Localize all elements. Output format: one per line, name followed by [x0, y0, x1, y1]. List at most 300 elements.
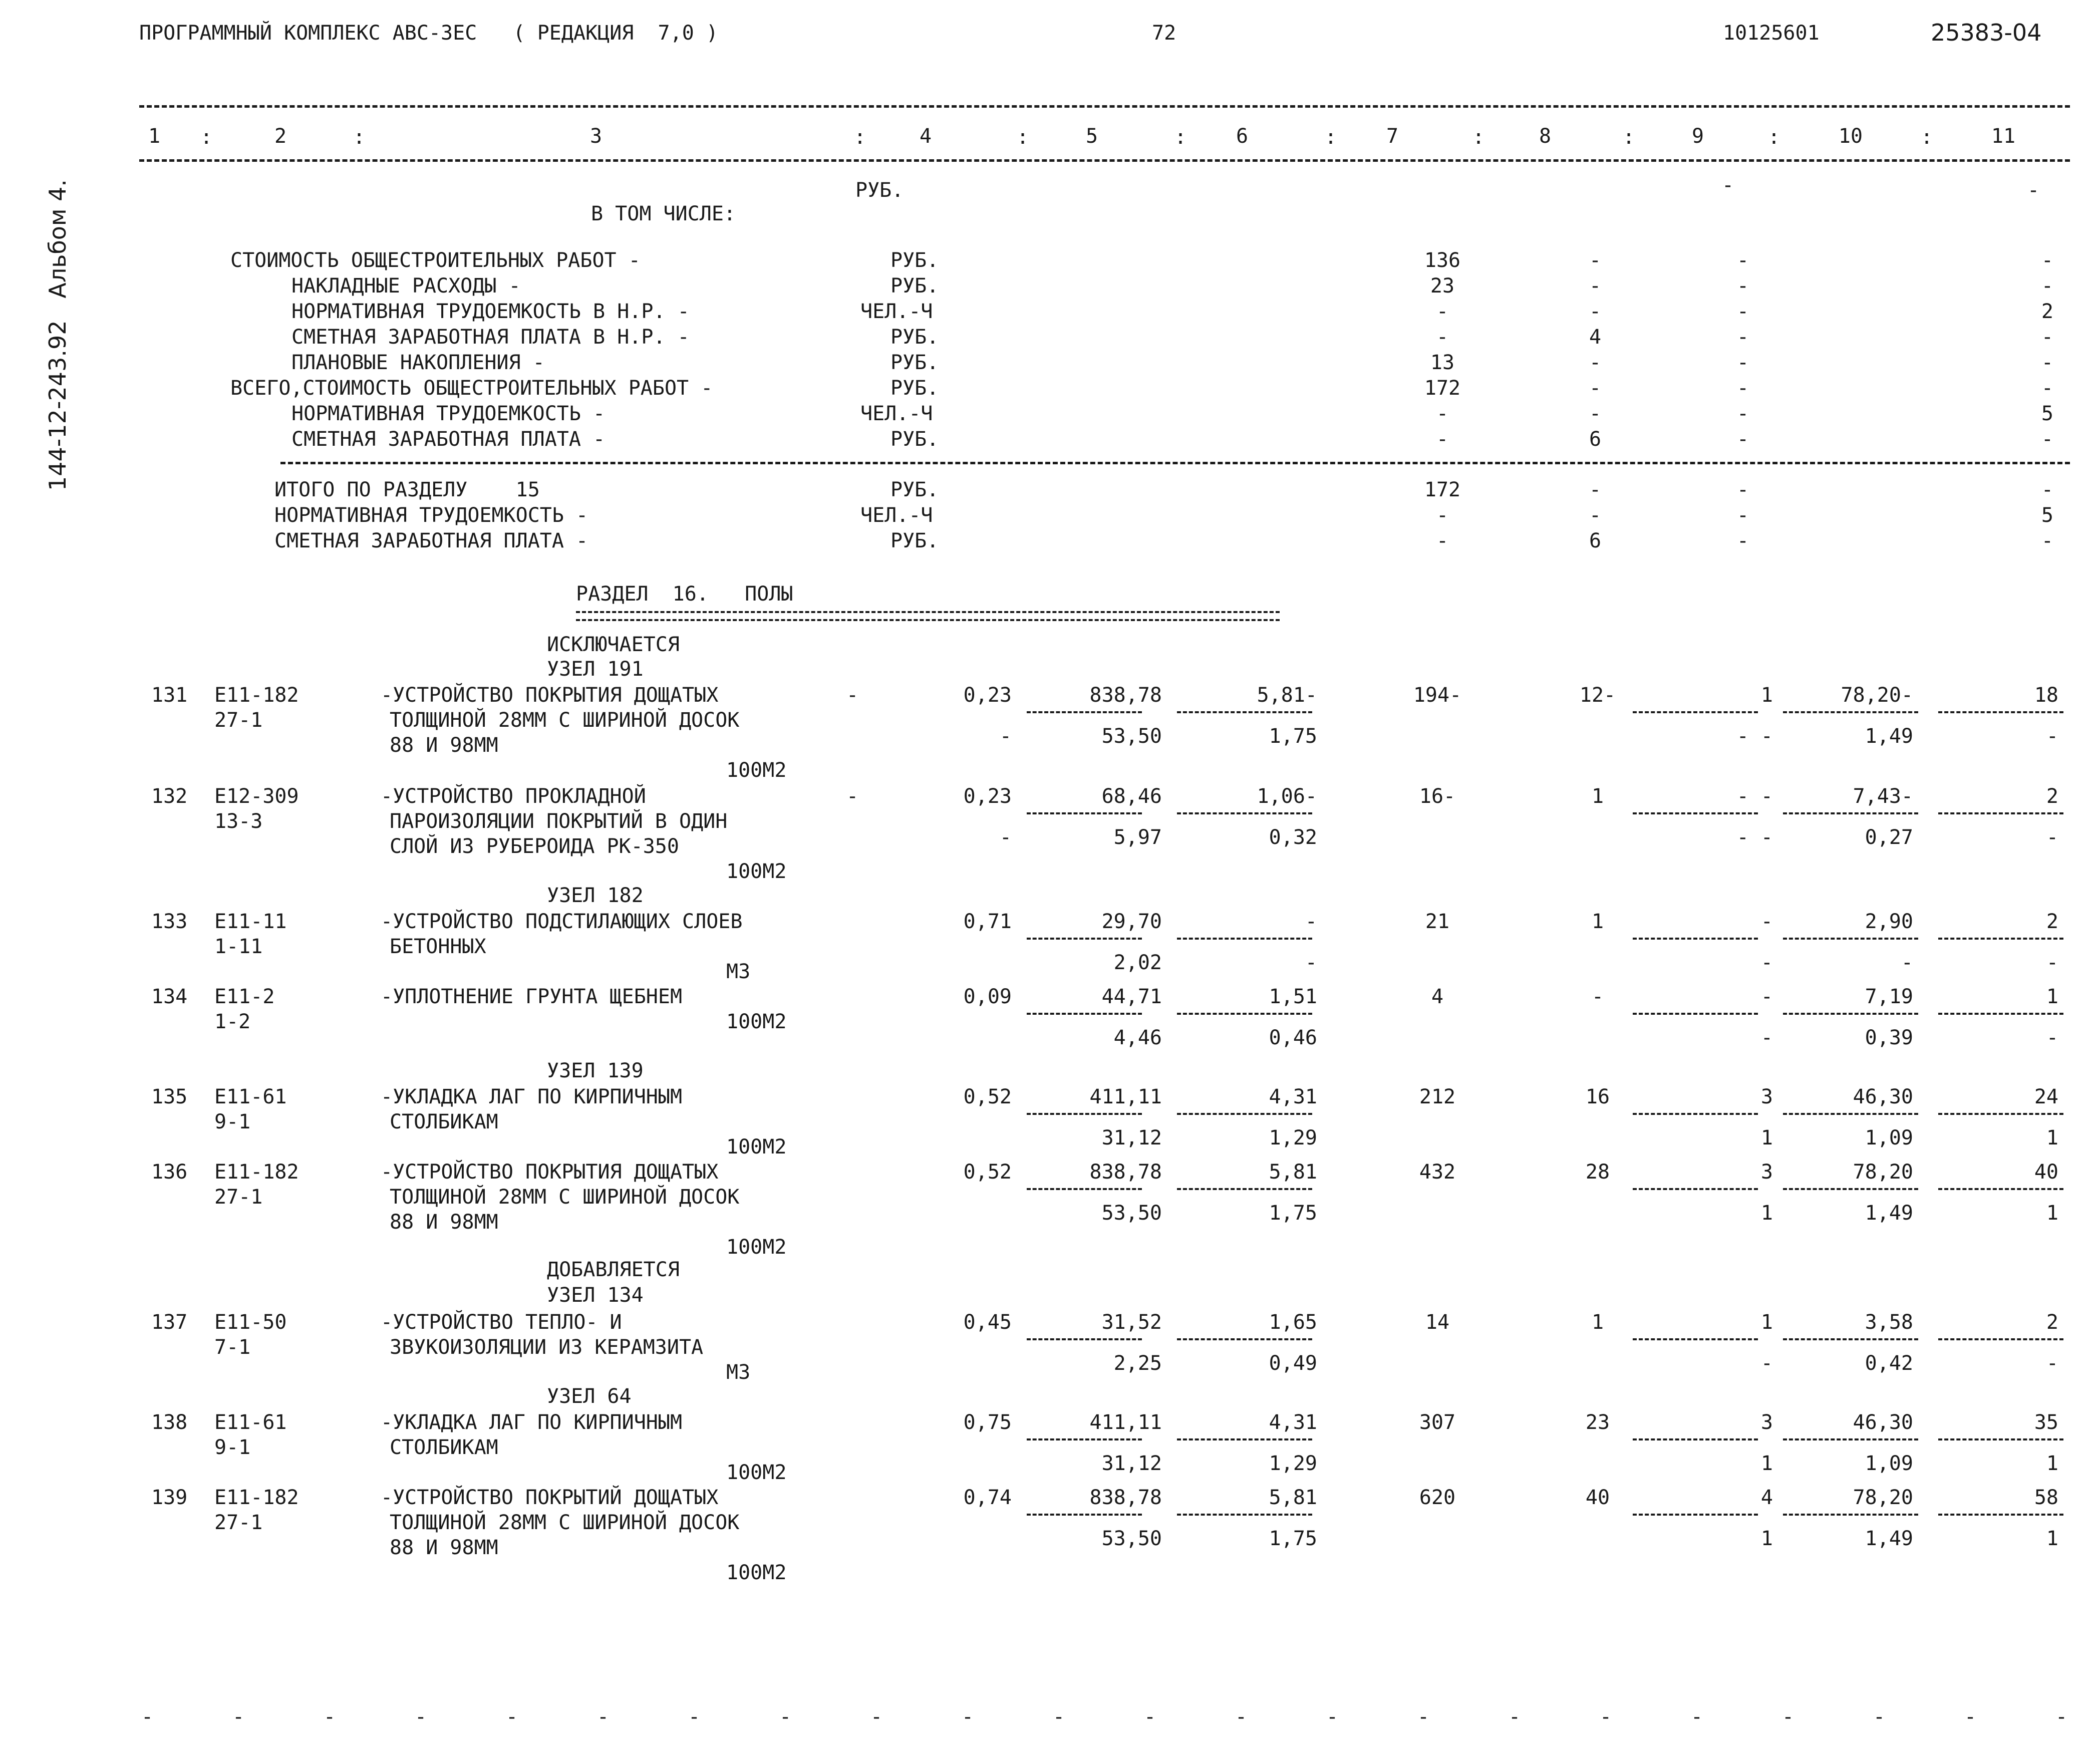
item-price-salary: 1,65 — [1269, 1311, 1317, 1334]
item-sub-code: 9-1 — [214, 1110, 251, 1133]
item-col11-labor: 1 — [2046, 1202, 2058, 1225]
item-col10-labor: 0,27 — [1865, 826, 1913, 849]
bottom-tick: - — [1600, 1705, 1612, 1728]
item-col9: - — [1760, 910, 1773, 933]
column-separator: : — [200, 126, 213, 149]
item-rule — [1027, 1113, 1142, 1115]
item-description: СТОЛБИКАМ — [390, 1110, 498, 1133]
item-rule — [1938, 1438, 2063, 1440]
item-rule — [1938, 1338, 2063, 1340]
summary-col9: - — [1736, 351, 1749, 374]
excluded-heading: ИСКЛЮЧАЕТСЯ — [547, 633, 680, 656]
item-price-labor-salary: - — [1305, 951, 1317, 974]
item-col11: 2 — [2046, 1311, 2058, 1334]
summary-col7: - — [1436, 504, 1449, 527]
bottom-tick: - — [506, 1705, 518, 1728]
item-col10: 7,19 — [1865, 985, 1913, 1008]
item-description: -УСТРОЙСТВО ПРОКЛАДНОЙ — [381, 785, 646, 808]
summary-col11: - — [2041, 351, 2053, 374]
item-col11: 58 — [2034, 1486, 2058, 1509]
item-col10-labor: 0,39 — [1865, 1026, 1913, 1049]
summary-col11: - — [2041, 377, 2053, 400]
summary-col7: - — [1436, 428, 1449, 451]
item-unit: М3 — [726, 1361, 751, 1384]
item-rule — [1633, 1013, 1758, 1015]
item-rule — [1177, 711, 1312, 713]
item-col9: - — [1760, 985, 1773, 1008]
item-rule — [1633, 1338, 1758, 1340]
item-col9-labor: - — [1760, 951, 1773, 974]
section16-double-rule — [576, 611, 1280, 621]
item-col10: 78,20- — [1841, 684, 1913, 707]
item-cost-total: 194- — [1413, 684, 1462, 707]
bottom-tick: - — [1053, 1705, 1065, 1728]
item-col10-labor: - — [1901, 951, 1913, 974]
bottom-tick: - — [962, 1705, 974, 1728]
item-rule — [1177, 1338, 1312, 1340]
header-bottom-rule — [139, 159, 2070, 162]
column-number: 4 — [919, 125, 932, 148]
item-cost-salary: 1 — [1591, 910, 1604, 933]
item-col11-labor: - — [2046, 1352, 2058, 1375]
program-header: ПРОГРАММНЫЙ КОМПЛЕКС АВС-3ЕС ( РЕДАКЦИЯ 7,0 ) — [139, 22, 718, 45]
item-rule — [1633, 1514, 1758, 1516]
item-col10: 7,43- — [1853, 785, 1913, 808]
column-number: 7 — [1386, 125, 1399, 148]
item-price-labor-salary: 1,75 — [1269, 1527, 1317, 1550]
node-139: УЗЕЛ 139 — [547, 1059, 644, 1082]
summary-unit: РУБ. — [890, 428, 939, 451]
item-rule — [1177, 1013, 1312, 1015]
item-quantity-alt: - — [999, 826, 1012, 849]
summary-col8: - — [1589, 274, 1602, 298]
item-price-salary: - — [1305, 910, 1317, 933]
item-rule — [1633, 812, 1758, 814]
item-description: -УСТРОЙСТВО ПОКРЫТИЯ ДОЩАТЫХ — [381, 684, 719, 707]
bottom-tick: - — [597, 1705, 610, 1728]
item-quantity: 0,74 — [963, 1486, 1012, 1509]
item-code: Е11-61 — [214, 1085, 287, 1108]
item-price-total: 31,52 — [1101, 1311, 1162, 1334]
item-description: ЗВУКОИЗОЛЯЦИИ ИЗ КЕРАМЗИТА — [390, 1336, 704, 1359]
item-description: ПАРОИЗОЛЯЦИИ ПОКРЫТИЙ В ОДИН — [390, 810, 728, 833]
item-quantity: 0,75 — [963, 1411, 1012, 1434]
summary-col7: 136 — [1424, 249, 1461, 272]
summary-col8: - — [1589, 478, 1602, 501]
summary-unit: РУБ. — [890, 326, 939, 349]
summary-col8: - — [1589, 402, 1602, 425]
item-rule — [1633, 711, 1758, 713]
summary-col8: - — [1589, 249, 1602, 272]
item-rule — [1027, 812, 1142, 814]
item-sub-code: 7-1 — [214, 1336, 251, 1359]
item-cost-total: 21 — [1425, 910, 1450, 933]
item-code: Е11-2 — [214, 985, 275, 1008]
item-rule — [1783, 1514, 1918, 1516]
summary-col8: - — [1589, 504, 1602, 527]
item-col10-labor: 1,49 — [1865, 725, 1913, 748]
item-quantity: 0,23 — [963, 684, 1012, 707]
item-rule — [1783, 711, 1918, 713]
item-cost-salary: 23 — [1585, 1411, 1610, 1434]
summary-col7: 13 — [1430, 351, 1455, 374]
item-number: 132 — [151, 785, 188, 808]
item-col11-labor: - — [2046, 725, 2058, 748]
item-col9: 1 — [1760, 684, 1773, 707]
item-price-labor: 53,50 — [1101, 725, 1162, 748]
summary-col9: - — [1736, 326, 1749, 349]
handwritten-number: 25383-04 — [1931, 19, 2042, 46]
node-64: УЗЕЛ 64 — [547, 1385, 632, 1408]
item-unit: М3 — [726, 960, 751, 983]
summary-label: ПЛАНОВЫЕ НАКОПЛЕНИЯ - — [291, 351, 545, 374]
summary-col11: - — [2041, 249, 2053, 272]
bottom-tick: - — [1691, 1705, 1703, 1728]
item-rule — [1783, 938, 1918, 940]
item-description: СЛОЙ ИЗ РУБЕРОИДА РК-350 — [390, 835, 679, 858]
page-number: 72 — [1152, 22, 1176, 45]
item-description: 88 И 98ММ — [390, 1536, 498, 1559]
item-rule — [1633, 1188, 1758, 1190]
item-description: СТОЛБИКАМ — [390, 1436, 498, 1459]
item-price-salary: 5,81- — [1257, 684, 1317, 707]
item-rule — [1633, 938, 1758, 940]
bottom-tick: - — [1326, 1705, 1339, 1728]
summary-col9: - — [1736, 300, 1749, 323]
added-heading: ДОБАВЛЯЕТСЯ — [547, 1258, 680, 1281]
item-price-labor-salary: 0,46 — [1269, 1026, 1317, 1049]
summary-label: НОРМАТИВНАЯ ТРУДОЕМКОСТЬ - — [291, 402, 606, 425]
item-price-salary: 5,81 — [1269, 1160, 1317, 1184]
summary-col7: - — [1436, 402, 1449, 425]
item-col11: 2 — [2046, 785, 2058, 808]
summary-unit: ЧЕЛ.-Ч — [860, 300, 933, 323]
item-description: 88 И 98ММ — [390, 1211, 498, 1234]
summary-label: ИТОГО ПО РАЗДЕЛУ 15 — [274, 478, 540, 501]
item-number: 136 — [151, 1160, 188, 1184]
column-separator: : — [1768, 126, 1780, 149]
item-cost-salary: 28 — [1585, 1160, 1610, 1184]
item-col11: 2 — [2046, 910, 2058, 933]
item-rule — [1783, 812, 1918, 814]
item-rule — [1938, 938, 2063, 940]
item-col11-labor: 1 — [2046, 1452, 2058, 1475]
summary-col9: - — [1736, 504, 1749, 527]
item-sub-code: 27-1 — [214, 709, 263, 732]
item-cost-total: 4 — [1431, 985, 1444, 1008]
summary-unit: ЧЕЛ.-Ч — [860, 504, 933, 527]
bottom-tick: - — [779, 1705, 792, 1728]
bottom-tick: - — [415, 1705, 427, 1728]
summary-col9: - — [1736, 274, 1749, 298]
item-col11-labor: - — [2046, 1026, 2058, 1049]
item-description: БЕТОННЫХ — [390, 935, 486, 958]
item-description: ТОЛЩИНОЙ 28ММ С ШИРИНОЙ ДОСОК — [390, 709, 740, 732]
summary-label: ВСЕГО,СТОИМОСТЬ ОБЩЕСТРОИТЕЛЬНЫХ РАБОТ - — [230, 377, 713, 400]
column-number: 5 — [1085, 125, 1098, 148]
item-col9: 1 — [1760, 1311, 1773, 1334]
bottom-tick: - — [232, 1705, 245, 1728]
column-number: 10 — [1838, 125, 1863, 148]
summary-col11: - — [2041, 274, 2053, 298]
item-rule — [1938, 1013, 2063, 1015]
document-code: 10125601 — [1723, 22, 1820, 45]
item-cost-salary: 1 — [1591, 1311, 1604, 1334]
item-col9-labor: - — [1760, 1026, 1773, 1049]
summary-col7: - — [1436, 529, 1449, 552]
summary-unit: РУБ. — [890, 249, 939, 272]
node-182: УЗЕЛ 182 — [547, 884, 644, 907]
item-description: -УКЛАДКА ЛАГ ПО КИРПИЧНЫМ — [381, 1085, 683, 1108]
summary-col8: - — [1589, 300, 1602, 323]
album-side-label: 144-12-243.92 Альбом 4. — [44, 179, 71, 491]
summary-unit: РУБ. — [890, 377, 939, 400]
item-number: 135 — [151, 1085, 188, 1108]
bottom-tick: - — [1235, 1705, 1248, 1728]
item-cost-salary: 12- — [1579, 684, 1616, 707]
column-number: 6 — [1236, 125, 1249, 148]
item-unit: 100М2 — [726, 1135, 787, 1158]
item-unit: 100М2 — [726, 759, 787, 782]
item-rule — [1938, 812, 2063, 814]
item-col9-labor: 1 — [1760, 1527, 1773, 1550]
summary-col9: - — [1736, 377, 1749, 400]
item-number: 131 — [151, 684, 188, 707]
bottom-tick: - — [324, 1705, 336, 1728]
item-price-labor: 5,97 — [1113, 826, 1162, 849]
item-col10: 46,30 — [1853, 1411, 1913, 1434]
column-separator: : — [854, 126, 866, 149]
item-rule — [1783, 1013, 1918, 1015]
column-number: 11 — [1991, 125, 2016, 148]
item-price-labor-salary: 1,29 — [1269, 1452, 1317, 1475]
bottom-tick: - — [1964, 1705, 1977, 1728]
item-description: -УКЛАДКА ЛАГ ПО КИРПИЧНЫМ — [381, 1411, 683, 1434]
summary-unit: РУБ. — [890, 478, 939, 501]
column-separator: : — [1472, 126, 1485, 149]
item-price-labor: 53,50 — [1101, 1527, 1162, 1550]
item-price-labor: 2,25 — [1113, 1352, 1162, 1375]
summary-col11: 5 — [2041, 402, 2053, 425]
header-top-rule — [139, 105, 2070, 108]
item-price-total: 68,46 — [1101, 785, 1162, 808]
item-quantity: 0,52 — [963, 1085, 1012, 1108]
summary-col7: 172 — [1424, 478, 1461, 501]
item-price-salary: 1,06- — [1257, 785, 1317, 808]
item-sub-code: 1-2 — [214, 1010, 251, 1033]
item-sub-code: 9-1 — [214, 1436, 251, 1459]
item-rule — [1177, 1113, 1312, 1115]
item-price-labor: 4,46 — [1113, 1026, 1162, 1049]
item-rule — [1633, 1438, 1758, 1440]
item-rule — [1783, 1113, 1918, 1115]
item-cost-total: 212 — [1419, 1085, 1456, 1108]
item-col9-labor: 1 — [1760, 1452, 1773, 1475]
item-price-total: 411,11 — [1089, 1411, 1162, 1434]
column-separator: : — [1174, 126, 1187, 149]
item-rule — [1177, 1438, 1312, 1440]
item-col9: 4 — [1760, 1486, 1773, 1509]
item-rule — [1938, 1113, 2063, 1115]
summary-label: СМЕТНАЯ ЗАРАБОТНАЯ ПЛАТА - — [291, 428, 606, 451]
column-separator: : — [1325, 126, 1337, 149]
item-price-labor: 31,12 — [1101, 1452, 1162, 1475]
column-separator: : — [353, 126, 366, 149]
item-cost-salary: 40 — [1585, 1486, 1610, 1509]
item-unit: 100М2 — [726, 1561, 787, 1584]
bottom-tick: - — [688, 1705, 701, 1728]
summary-col11: 2 — [2041, 300, 2053, 323]
item-rule — [1938, 711, 2063, 713]
item-price-labor-salary: 0,49 — [1269, 1352, 1317, 1375]
item-price-total: 44,71 — [1101, 985, 1162, 1008]
node-191: УЗЕЛ 191 — [547, 658, 644, 681]
item-unit: 100М2 — [726, 860, 787, 883]
column-separator: : — [1623, 126, 1635, 149]
item-rule — [1783, 1338, 1918, 1340]
item-price-labor-salary: 1,75 — [1269, 725, 1317, 748]
summary-col9: - — [1736, 529, 1749, 552]
bottom-tick: - — [2055, 1705, 2068, 1728]
item-col10-labor: 1,49 — [1865, 1527, 1913, 1550]
summary-unit: РУБ. — [890, 529, 939, 552]
item-cost-total: 432 — [1419, 1160, 1456, 1184]
item-col11: 18 — [2034, 684, 2058, 707]
item-rule — [1027, 938, 1142, 940]
summary-label: СТОИМОСТЬ ОБЩЕСТРОИТЕЛЬНЫХ РАБОТ - — [230, 249, 641, 272]
item-unit: 100М2 — [726, 1461, 787, 1484]
item-code: Е12-309 — [214, 785, 299, 808]
item-col11-labor: 1 — [2046, 1126, 2058, 1149]
item-rule — [1177, 1188, 1312, 1190]
summary-col7: 172 — [1424, 377, 1461, 400]
summary-col8: - — [1589, 351, 1602, 374]
item-col10-labor: 1,09 — [1865, 1452, 1913, 1475]
summary-unit: ЧЕЛ.-Ч — [860, 402, 933, 425]
item-description: ТОЛЩИНОЙ 28ММ С ШИРИНОЙ ДОСОК — [390, 1186, 740, 1209]
item-sub-code: 13-3 — [214, 810, 263, 833]
item-number: 139 — [151, 1486, 188, 1509]
item-rule — [1027, 1438, 1142, 1440]
column-separator: : — [1921, 126, 1933, 149]
column-number: 8 — [1539, 125, 1552, 148]
item-price-labor-salary: 1,29 — [1269, 1126, 1317, 1149]
summary-label: НОРМАТИВНАЯ ТРУДОЕМКОСТЬ - — [274, 504, 588, 527]
summary-unit: РУБ. — [890, 274, 939, 298]
summary-col9: - — [1736, 402, 1749, 425]
summary-col11: - — [2041, 326, 2053, 349]
item-rule — [1027, 711, 1142, 713]
summary-col9: - — [1736, 249, 1749, 272]
item-col11: 40 — [2034, 1160, 2058, 1184]
item-cost-total: 307 — [1419, 1411, 1456, 1434]
summary-unit: РУБ. — [855, 179, 904, 202]
summary-col8: 6 — [1589, 529, 1602, 552]
item-rule — [1027, 1514, 1142, 1516]
item-number: 133 — [151, 910, 188, 933]
summary-col9: - — [1736, 428, 1749, 451]
summary-col11: - — [2041, 428, 2053, 451]
summary-col7: 23 — [1430, 274, 1455, 298]
item-description: -УПЛОТНЕНИЕ ГРУНТА ЩЕБНЕМ — [381, 985, 683, 1008]
item-col10-labor: 1,09 — [1865, 1126, 1913, 1149]
bottom-tick: - — [1417, 1705, 1430, 1728]
item-col9-labor: - - — [1736, 725, 1773, 748]
item-cost-salary: 1 — [1591, 785, 1604, 808]
item-rule — [1027, 1188, 1142, 1190]
item-price-labor: 2,02 — [1113, 951, 1162, 974]
item-rule — [1783, 1438, 1918, 1440]
item-cost-total: 620 — [1419, 1486, 1456, 1509]
item-rule — [1177, 812, 1312, 814]
column-number: 9 — [1691, 125, 1704, 148]
item-price-total: 838,78 — [1089, 1486, 1162, 1509]
item-price-salary: 4,31 — [1269, 1411, 1317, 1434]
summary-col8: 6 — [1589, 428, 1602, 451]
item-code: Е11-182 — [214, 1160, 299, 1184]
item-description: -УСТРОЙСТВО ПОКРЫТИЙ ДОЩАТЫХ — [381, 1486, 719, 1509]
item-price-total: 29,70 — [1101, 910, 1162, 933]
item-quantity: 0,09 — [963, 985, 1012, 1008]
item-cost-salary: - — [1591, 985, 1604, 1008]
item-sub-code: 27-1 — [214, 1511, 263, 1534]
item-unit: 100М2 — [726, 1236, 787, 1259]
item-rule — [1938, 1188, 2063, 1190]
item-cost-total: 16- — [1419, 785, 1456, 808]
item-price-salary: 5,81 — [1269, 1486, 1317, 1509]
item-col10-labor: 1,49 — [1865, 1202, 1913, 1225]
item-price-salary: 1,51 — [1269, 985, 1317, 1008]
summary-unit: РУБ. — [890, 351, 939, 374]
bottom-tick: - — [1782, 1705, 1794, 1728]
item-rule — [1177, 1514, 1312, 1516]
item-col9-labor: 1 — [1760, 1202, 1773, 1225]
column-number: 1 — [148, 125, 161, 148]
item-col9-labor: 1 — [1760, 1126, 1773, 1149]
item-col10-labor: 0,42 — [1865, 1352, 1913, 1375]
summary-col7: - — [1436, 300, 1449, 323]
item-price-total: 411,11 — [1089, 1085, 1162, 1108]
item-rule — [1783, 1188, 1918, 1190]
item-description: ТОЛЩИНОЙ 28ММ С ШИРИНОЙ ДОСОК — [390, 1511, 740, 1534]
item-col9: - - — [1736, 785, 1773, 808]
item-col9: 3 — [1760, 1085, 1773, 1108]
item-code: Е11-182 — [214, 684, 299, 707]
item-description: -УСТРОЙСТВО ПОКРЫТИЯ ДОЩАТЫХ — [381, 1160, 719, 1184]
summary-label: НОРМАТИВНАЯ ТРУДОЕМКОСТЬ В Н.Р. - — [291, 300, 690, 323]
item-quantity: 0,71 — [963, 910, 1012, 933]
item-col11: 24 — [2034, 1085, 2058, 1108]
item-col10: 78,20 — [1853, 1160, 1913, 1184]
item-col10: 46,30 — [1853, 1085, 1913, 1108]
summary-col11: - — [2041, 478, 2053, 501]
summary-col8: - — [1589, 377, 1602, 400]
item-rule — [1027, 1013, 1142, 1015]
node-134: УЗЕЛ 134 — [547, 1284, 644, 1307]
item-price-labor-salary: 1,75 — [1269, 1202, 1317, 1225]
item-code: Е11-61 — [214, 1411, 287, 1434]
item-col11: 35 — [2034, 1411, 2058, 1434]
summary-col11: - — [2027, 179, 2040, 202]
item-price-total: 838,78 — [1089, 684, 1162, 707]
section16-title: РАЗДЕЛ 16. ПОЛЫ — [576, 583, 793, 606]
item-dash: - — [846, 785, 859, 808]
item-col11: 1 — [2046, 985, 2058, 1008]
item-col11-labor: - — [2046, 951, 2058, 974]
column-number: 2 — [274, 125, 287, 148]
item-unit: 100М2 — [726, 1010, 787, 1033]
summary-label: СМЕТНАЯ ЗАРАБОТНАЯ ПЛАТА В Н.Р. - — [291, 326, 690, 349]
